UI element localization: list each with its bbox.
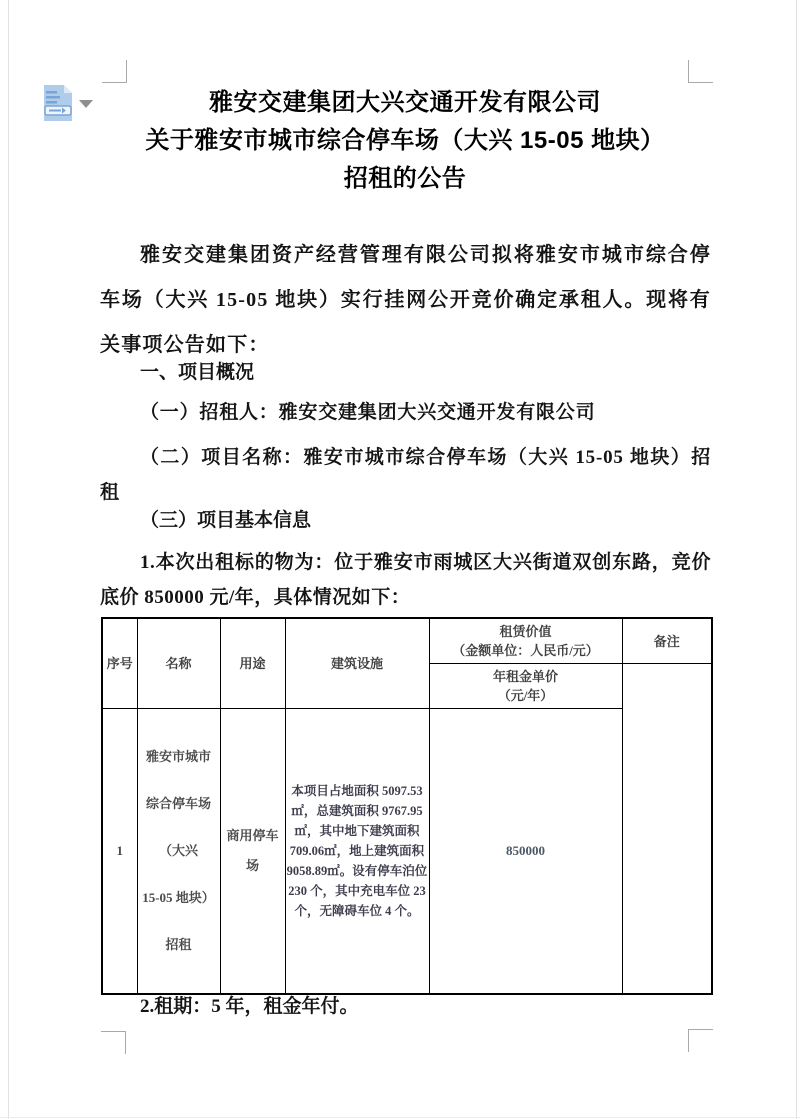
cell-name-line: （大兴 (158, 843, 198, 859)
cell-name (137, 709, 220, 994)
cell-name-line: 15-05 地块） (142, 890, 215, 906)
text-boundary-mark-bottom-left (101, 1031, 126, 1054)
page-right-border (796, 0, 797, 1119)
cell-name-line: 综合停车场 (145, 796, 211, 812)
document-options-icon[interactable] (42, 84, 74, 122)
cell-usage (220, 709, 285, 994)
cell-facilities: 本项目占地面积 5097.53㎡，总建筑面积 9767.95㎡，其中地下建筑面积 709.06㎡，地上建筑面积 9058.89㎡。设有停车泊位 230 个，其中充电车位 23 个，无障碍车位 4 个。 (285, 709, 429, 994)
item-lease-term: 2.租期：5 年，租金年付。 (140, 996, 359, 1017)
header-annual-rent-line2: （元/年） (497, 688, 554, 703)
document-title (95, 84, 715, 198)
text-boundary-mark-top-right (688, 60, 713, 83)
cell-usage-line: 场 (245, 857, 259, 873)
header-lease-value (429, 618, 622, 664)
header-annual-rent-unit (429, 664, 622, 709)
cell-seq: 1 (102, 709, 137, 994)
title-line-2: 关于雅安市城市综合停车场（大兴 15-05 地块） (145, 127, 665, 154)
item-lease-object: 1.本次出租标的物为：位于雅安市雨城区大兴街道双创东路，竞价底价 850000 元/年，具体情况如下： (100, 552, 711, 608)
section-heading-basic-info: （三）项目基本信息 (140, 510, 312, 531)
text-boundary-mark-top-left (102, 60, 127, 83)
header-lease-value-line1: 租赁价值 (499, 624, 552, 639)
cell-remark (622, 664, 712, 994)
header-seq: 序号 (102, 618, 137, 709)
item-lessor: （一）招租人：雅安交建集团大兴交通开发有限公司 (140, 402, 596, 423)
header-remark: 备注 (622, 618, 712, 664)
chevron-down-icon[interactable] (79, 100, 93, 108)
text-boundary-mark-bottom-right (688, 1029, 713, 1052)
table-header-row-1 (102, 618, 712, 664)
page-left-border (8, 0, 9, 1119)
table-body-row (102, 709, 712, 994)
cell-name-line: 招租 (165, 937, 192, 953)
header-usage: 用途 (220, 618, 285, 709)
header-name: 名称 (137, 618, 220, 709)
cell-usage-line: 商用停车 (226, 827, 279, 843)
header-lease-value-line2: （金额单位：人民币/元） (452, 643, 599, 658)
page-bottom-border (0, 1117, 800, 1118)
item-project-name: （二）项目名称：雅安市城市综合停车场（大兴 15-05 地块）招租 (100, 447, 711, 503)
intro-paragraph: 雅安交建集团资产经营管理有限公司拟将雅安市城市综合停车场（大兴 15-05 地块）实行挂网公开竞价确定承租人。现将有关事项公告如下： (100, 244, 711, 356)
section-heading-overview: 一、项目概况 (140, 362, 255, 383)
cell-annual-rent: 850000 (429, 709, 622, 994)
header-annual-rent-line1: 年租金单价 (492, 669, 558, 684)
header-facilities: 建筑设施 (285, 618, 429, 709)
title-line-1: 雅安交建集团大兴交通开发有限公司 (209, 89, 601, 116)
title-line-3: 招租的公告 (343, 165, 467, 192)
project-info-table (101, 617, 713, 995)
cell-name-line: 雅安市城市 (145, 749, 211, 765)
